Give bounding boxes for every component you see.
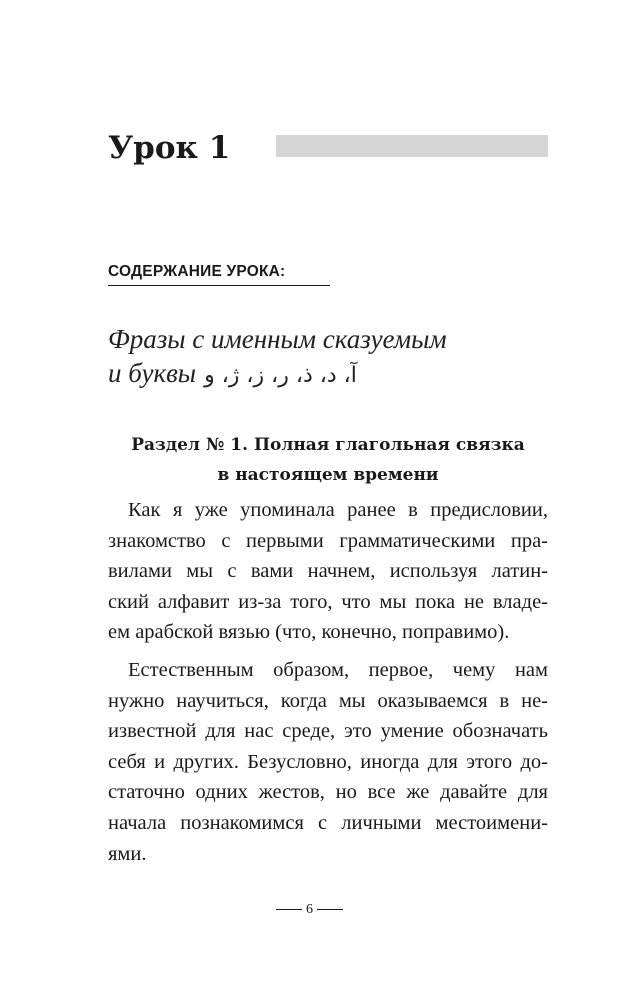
topic-line-1: Фразы с именным сказуемым [108, 324, 447, 354]
paragraph-line: ем арабской вязью (что, конечно, поправимо). [108, 621, 510, 644]
section-heading [108, 430, 548, 490]
page-number-footer [0, 900, 619, 920]
topic-letters-label: и буквы [108, 358, 197, 388]
paragraph-line: нужно научиться, когда мы оказываемся в не- [108, 689, 548, 712]
paragraph-line: вилами мы с вами начнем, используя латин- [108, 560, 548, 583]
page-number-rule-right [317, 909, 343, 910]
lesson-header [108, 128, 548, 168]
lesson-title-bar [276, 135, 548, 157]
paragraph-line: себя и других. Безусловно, иногда для этого до- [108, 750, 548, 773]
paragraph-line: Как я уже упоминала ранее в предисловии, [128, 499, 548, 521]
lesson-title: Урок 1 [108, 130, 231, 166]
paragraph-2 [108, 655, 548, 869]
paragraph-line: ями. [108, 842, 147, 865]
paragraph-line: ский алфавит из-за того, что мы пока не владе- [108, 590, 548, 613]
page-number: 6 [306, 902, 313, 917]
topic-line-2 [108, 356, 528, 393]
section-heading-line-2: в настоящем времени [217, 465, 439, 485]
arabic-letters: آ، د، ذ، ر، ز، ژ، و [204, 363, 357, 388]
page-number-rule-left [276, 909, 302, 910]
paragraph-line: известной для нас среде, это умение обозначать [108, 720, 548, 743]
lesson-contents-label: СОДЕРЖАНИЕ УРОКА: [108, 262, 330, 286]
paragraph-line: начала познакомимся с личными местоимени- [108, 811, 548, 834]
lesson-topic [108, 322, 528, 393]
paragraph-line: Естественным образом, первое, чему нам [128, 659, 548, 681]
paragraph-1 [108, 495, 548, 648]
paragraph-line: знакомство с первыми грамматическими пра- [108, 529, 548, 552]
section-heading-line-1: Раздел № 1. Полная глагольная связка [131, 435, 525, 455]
paragraph-line: статочно одних жестов, но все же давайте для [108, 781, 548, 804]
